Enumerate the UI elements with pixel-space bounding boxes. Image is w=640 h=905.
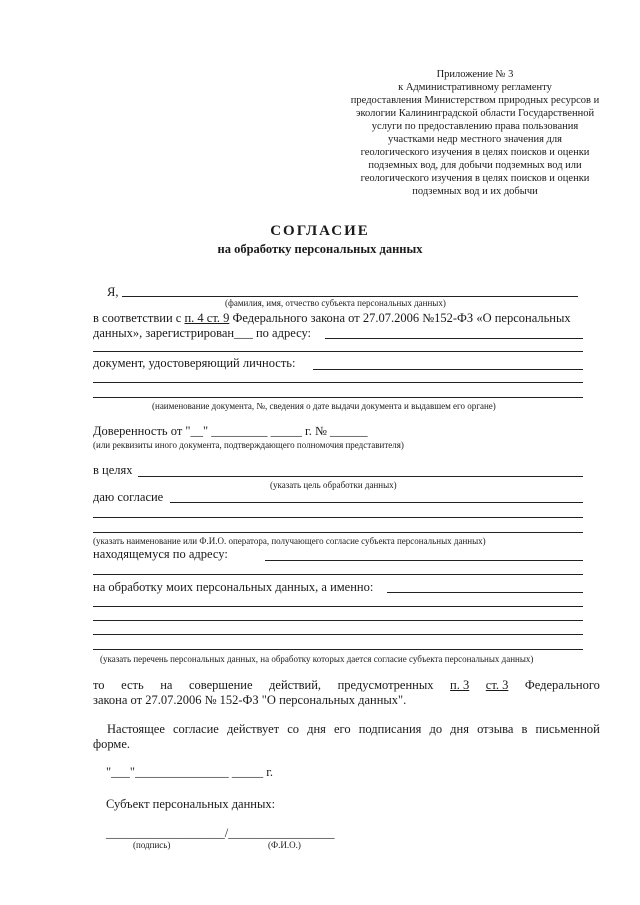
document-title: СОГЛАСИЕ	[270, 223, 370, 239]
closing-paragraph-2	[93, 722, 600, 752]
word: отзыва	[477, 722, 514, 736]
document-subtitle: на обработку персональных данных	[217, 242, 423, 256]
located-label: находящемуся по адресу:	[93, 547, 228, 561]
law-point-reference: п. 3	[450, 678, 470, 692]
accordance-suffix: Федерального закона от 27.07.2006 №152-ФЗ «О персональных	[229, 311, 571, 325]
appendix-line: к Административному регламенту	[398, 82, 552, 93]
document-field-2[interactable]	[93, 382, 583, 383]
data-list-field-1[interactable]	[387, 592, 583, 593]
word: действий,	[269, 678, 322, 692]
date-field[interactable]: "___"_______________ _____ г.	[106, 765, 274, 779]
proxy-line[interactable]: Доверенность от "__" _________ _____ г. № ______	[93, 424, 368, 438]
i-label: Я,	[107, 285, 119, 299]
operator-address-field-2[interactable]	[93, 574, 583, 575]
word: согласие	[172, 722, 219, 736]
caption-purpose: (указать цель обработки данных)	[270, 480, 397, 490]
operator-field-1[interactable]	[170, 502, 583, 503]
appendix-line: участками недр местного значения для	[388, 134, 562, 145]
word: то	[93, 678, 105, 692]
processing-label: на обработку моих персональных данных, а именно:	[93, 580, 374, 594]
caption-operator: (указать наименование или Ф.И.О. оператора, получающего согласие субъекта персональных данных)	[93, 536, 486, 546]
document-field-3[interactable]	[93, 397, 583, 398]
operator-field-3[interactable]	[93, 532, 583, 533]
word: предусмотренных	[337, 678, 434, 692]
word: Настоящее	[107, 722, 165, 736]
word: есть	[121, 678, 144, 692]
data-list-field-3[interactable]	[93, 620, 583, 621]
purpose-field[interactable]	[138, 476, 583, 477]
word: письменной	[535, 722, 600, 736]
word: до	[429, 722, 443, 736]
document-label: документ, удостоверяющий личность:	[93, 356, 296, 370]
appendix-header	[330, 68, 620, 198]
caption-fio: (фамилия, имя, отчество субъекта персональных данных)	[225, 298, 446, 308]
accordance-prefix: в соответствии с	[93, 311, 185, 325]
appendix-line: геологического изучения в целях поисков и оценки	[360, 147, 590, 158]
caption-signature: (подпись)	[133, 840, 171, 850]
caption-data-list: (указать перечень персональных данных, на обработку которых дается согласие субъекта персональных данных)	[100, 654, 534, 664]
word: на	[160, 678, 173, 692]
appendix-line: предоставления Министерством природных ресурсов и	[350, 95, 600, 106]
word: совершение	[188, 678, 253, 692]
appendix-line: экологии Калининградской области Государственной	[355, 108, 595, 119]
word: со	[287, 722, 300, 736]
signature-line[interactable]: ___________________/_________________	[106, 826, 335, 840]
word: действует	[226, 722, 280, 736]
data-list-field-4[interactable]	[93, 634, 583, 635]
registered-label: данных», зарегистрирован___ по адресу:	[93, 326, 312, 340]
closing-paragraph-2-row	[93, 722, 600, 737]
appendix-line: подземных вод и их добычи	[412, 186, 538, 197]
word: дня	[450, 722, 469, 736]
caption-fio-short: (Ф.И.О.)	[268, 840, 301, 850]
consent-label: даю согласие	[93, 490, 164, 504]
word: в	[521, 722, 528, 736]
appendix-line: подземных вод, для добычи подземных вод или	[368, 160, 582, 171]
word: Федерального	[524, 678, 600, 692]
appendix-line: Приложение № 3	[436, 69, 514, 80]
closing-paragraph-2-line-2: форме.	[93, 737, 130, 751]
closing-paragraph-1-row	[93, 678, 600, 693]
data-list-field-5[interactable]	[93, 649, 583, 650]
data-list-field-2[interactable]	[93, 606, 583, 607]
accordance-line	[93, 311, 571, 326]
closing-paragraph-1-line-2: закона от 27.07.2006 № 152-ФЗ "О персональных данных".	[93, 693, 407, 707]
fio-field[interactable]	[122, 296, 578, 297]
operator-field-2[interactable]	[93, 517, 583, 518]
word: подписания	[358, 722, 422, 736]
operator-address-field-1[interactable]	[265, 560, 583, 561]
subject-label: Субъект персональных данных:	[106, 797, 276, 811]
word: дня	[307, 722, 326, 736]
law-article-reference: ст. 3	[485, 678, 509, 692]
caption-proxy: (или реквизиты иного документа, подтверждающего полномочия представителя)	[93, 440, 404, 450]
address-field-1[interactable]	[325, 338, 583, 339]
appendix-line: геологического изучения в целях поисков и оценки	[360, 173, 590, 184]
law-reference: п. 4 ст. 9	[184, 311, 230, 325]
address-field-2[interactable]	[93, 351, 583, 352]
purpose-label: в целях	[93, 463, 133, 477]
closing-paragraph-1	[93, 678, 600, 708]
word: его	[333, 722, 351, 736]
appendix-line: услуги по предоставлению права пользования	[371, 121, 579, 132]
caption-document: (наименование документа, №, сведения о дате выдачи документа и выдавшем его органе)	[152, 401, 496, 411]
document-field-1[interactable]	[313, 369, 583, 370]
